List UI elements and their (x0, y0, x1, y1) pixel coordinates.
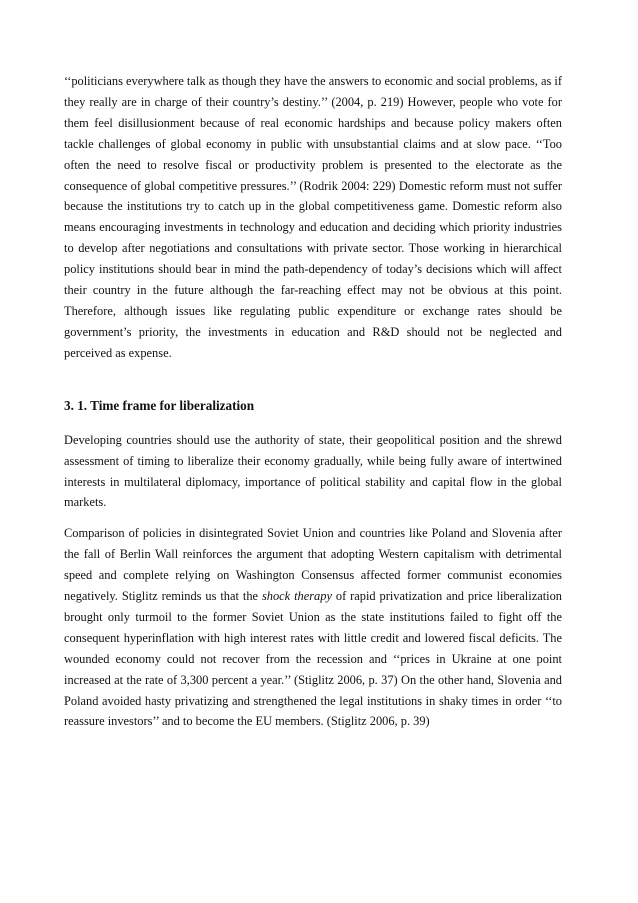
paragraph-text-before: Comparison of policies in disintegrated Soviet Union and countries like Poland and Slovenia after the fall of Berlin Wall reinforces the argument that adopting Western capitalism with detrimental speed and complete relying on Washington Consensus affected former communist economies negatively. Stiglitz reminds us that the (64, 526, 562, 604)
paragraph-developing-countries: Developing countries should use the authority of state, their geopolitical position and the shrewd assessment of timing to liberalize their economy gradually, while being fully aware of intertwined interests in multilateral diplomacy, importance of political stability and capital flow in the global markets. (64, 432, 562, 510)
section-heading: 3. 1. Time frame for liberalization (64, 397, 255, 413)
document-page (64, 71, 562, 732)
paragraph-text-after: of rapid privatization and price liberalization brought only turmoil to the former Soviet Union as the state institutions failed to fight off the consequent hyperinflation with high interest rates with little credit and lowered fiscal deficits. The wounded economy could not recover from the recession and ‘‘prices in Ukraine at one point increased at the rate of 3,300 percent a year.’’ (Stiglitz 2006, p. 37) On the other hand, Slovenia and Poland avoided hasty privatizing and strengthened the legal institutions in shaky times in order ‘‘to reassure investors’’ and to become the EU members. (Stiglitz 2006, p. 39) (64, 589, 562, 729)
shock-therapy-emphasis: shock therapy (261, 589, 332, 604)
paragraph-soviet-comparison (64, 523, 562, 732)
paragraph-globalization-politics: ‘‘politicians everywhere talk as though they have the answers to economic and social problems, as if they really are in charge of their country’s destiny.’’ (2004, p. 219) However, people who vote for them feel disillusionment because of real economic hardships and because policy makers often tackle challenges of global economy in public with unsubstantial claims and at slow pace. ‘‘Too often the need to resolve fiscal or productivity problem is presented to the electorate as the consequence of global competitive pressures.’’ (Rodrik 2004: 229) Domestic reform must not suffer because the institutions try to catch up in the global competitiveness game. Domestic reform also means encouraging investments in technology and education and deciding which priority industries to develop after negotiations and consultations with private sector. Those working in hierarchical policy institutions should bear in mind the path-dependency of today’s decisions which will affect their country in the future although the far-reaching effect may not be obvious at this point. Therefore, although issues like regulating public expenditure or exchange rates should be government’s priority, the investments in education and R&D should not be neglected and perceived as expense. (64, 74, 562, 360)
paragraph-spacer (64, 513, 562, 523)
